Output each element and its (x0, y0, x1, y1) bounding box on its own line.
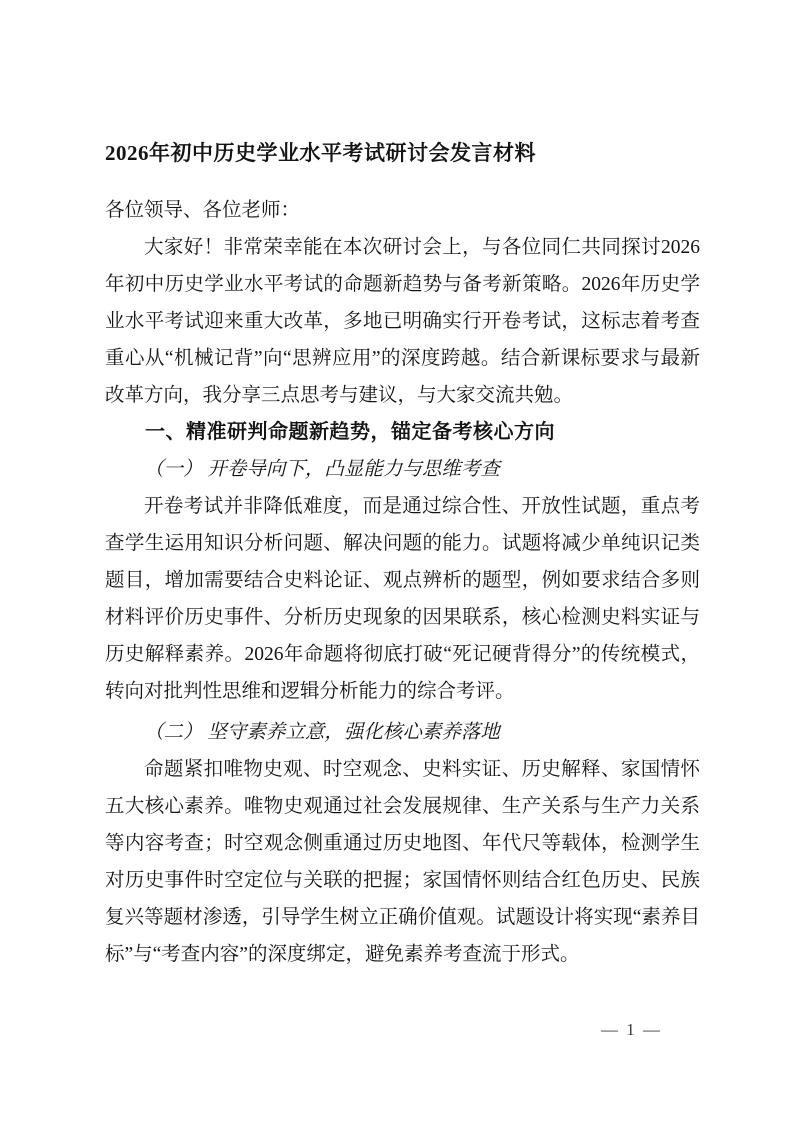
subsection-2-body: 命题紧扣唯物史观、时空观念、史料实证、历史解释、家国情怀五大核心素养。唯物史观通过社会发展规律、生产关系与生产力关系等内容考查；时空观念侧重通过历史地图、年代尺等载体，检测学生对历史事件时空定位与关联的把握；家国情怀则结合红色历史、民族复兴等题材渗透，引导学生树立正确价值观。试题设计将实现“素养目标”与“考查内容”的深度绑定，避免素养考查流于形式。 (105, 759, 700, 965)
section-1-heading: 一、精准研判命题新趋势，锚定备考核心方向 (145, 421, 555, 443)
intro-paragraph: 大家好！非常荣幸能在本次研讨会上，与各位同仁共同探讨2026年初中历史学业水平考试的命题新趋势与备考新策略。2026年历史学业水平考试迎来重大改革，多地已明确实行开卷考试，这标志着考查重心从“机械记背”向“思辨应用”的深度跨越。结合新课标要求与最新改革方向，我分享三点思考与建议，与大家交流共勉。 (105, 237, 700, 406)
subsection-2-heading: （二） 坚守素养立意，强化核心素养落地 (144, 722, 500, 743)
subsection-1-body: 开卷考试并非降低难度，而是通过综合性、开放性试题，重点考查学生运用知识分析问题、解决问题的能力。试题将减少单纯识记类题目，增加需要结合史料论证、观点辨析的题型，例如要求结合多则材料评价历史事件、分析历史现象的因果联系，核心检测史料实证与历史解释素养。2026年命题将彻底打破“死记硬背得分”的传统模式，转向对批判性思维和逻辑分析能力的综合考评。 (105, 496, 700, 702)
salutation: 各位领导、各位老师： (105, 200, 301, 221)
subsection-1-heading: （一） 开卷导向下，凸显能力与思维考查 (144, 459, 500, 480)
document-title: 2026年初中历史学业水平考试研讨会发言材料 (105, 141, 536, 165)
page-number: — 1 — (601, 1020, 662, 1039)
